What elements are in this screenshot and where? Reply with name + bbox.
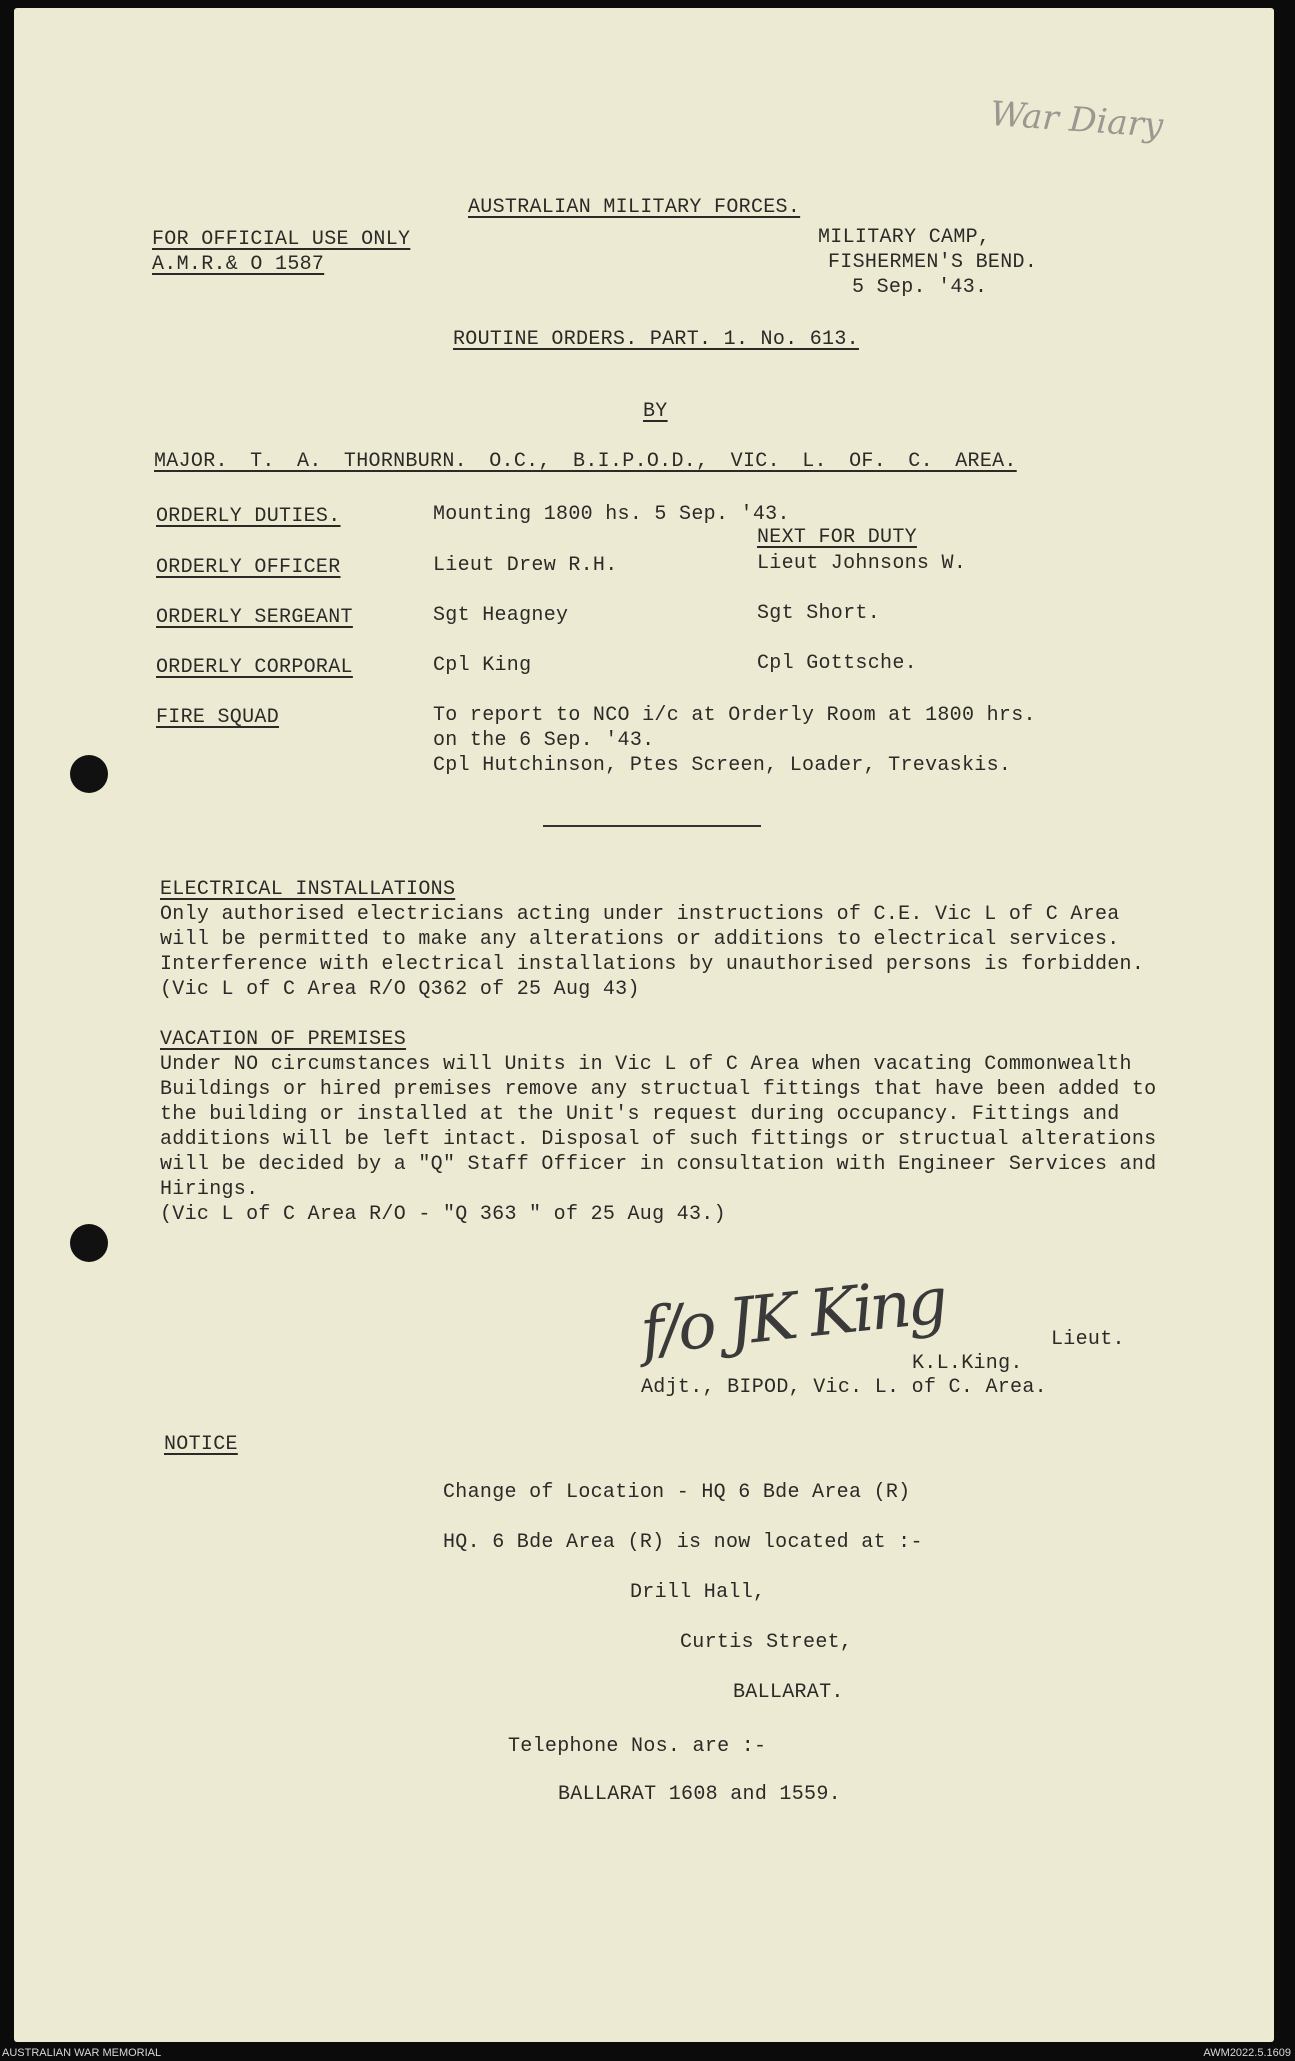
address-line-3: BALLARAT. bbox=[733, 1681, 844, 1704]
footer-archive-name: AUSTRALIAN WAR MEMORIAL bbox=[2, 2047, 162, 2059]
order-date: 5 Sep. '43. bbox=[852, 276, 988, 299]
handwritten-annotation: War Diary bbox=[988, 94, 1165, 146]
commanding-officer: MAJOR. T. A. THORNBURN. O.C., B.I.P.O.D., VIC. L. OF. C. AREA. bbox=[154, 450, 1017, 473]
orderly-duties-label: ORDERLY DUTIES. bbox=[156, 505, 341, 528]
orderly-officer-next: Lieut Johnsons W. bbox=[757, 552, 967, 575]
telephone-numbers: BALLARAT 1608 and 1559. bbox=[558, 1783, 841, 1806]
punch-hole bbox=[70, 1224, 108, 1262]
signature-scrawl: f/o JK King bbox=[636, 1264, 948, 1370]
vacation-heading: VACATION OF PREMISES bbox=[160, 1028, 407, 1051]
reference-number: A.M.R.& O 1587 bbox=[152, 253, 325, 276]
orderly-officer: Lieut Drew R.H. bbox=[433, 554, 618, 577]
fire-squad-line-1: To report to NCO i/c at Orderly Room at 1800 hrs. bbox=[433, 704, 1036, 727]
vacation-paragraph bbox=[160, 1052, 1156, 1227]
orderly-sergeant-next: Sgt Short. bbox=[757, 602, 881, 625]
punch-hole bbox=[70, 755, 108, 793]
signatory-name: K.L.King. bbox=[912, 1352, 1023, 1375]
fire-squad-line-3: Cpl Hutchinson, Ptes Screen, Loader, Trevaskis. bbox=[433, 754, 1012, 777]
signatory-title: Adjt., BIPOD, Vic. L. of C. Area. bbox=[641, 1376, 1047, 1399]
electrical-paragraph bbox=[160, 902, 1144, 1002]
address-line-1: Drill Hall, bbox=[630, 1581, 766, 1604]
electrical-line: Only authorised electricians acting under instructions of C.E. Vic L of C Area bbox=[160, 903, 1120, 926]
fire-squad-label: FIRE SQUAD bbox=[156, 706, 280, 729]
footer-accession-number: AWM2022.5.1609 bbox=[1203, 2047, 1291, 2059]
section-divider bbox=[543, 825, 761, 827]
electrical-heading: ELECTRICAL INSTALLATIONS bbox=[160, 878, 456, 901]
signatory-rank: Lieut. bbox=[1051, 1328, 1125, 1351]
by-label: BY bbox=[643, 400, 668, 423]
notice-heading: NOTICE bbox=[164, 1433, 238, 1456]
telephone-label: Telephone Nos. are :- bbox=[508, 1735, 767, 1758]
location-line-1: MILITARY CAMP, bbox=[818, 226, 991, 249]
fire-squad-line-2: on the 6 Sep. '43. bbox=[433, 729, 655, 752]
notice-line-1: Change of Location - HQ 6 Bde Area (R) bbox=[443, 1481, 911, 1504]
orderly-sergeant: Sgt Heagney bbox=[433, 604, 569, 627]
orderly-corporal: Cpl King bbox=[433, 654, 532, 677]
vacation-line: the building or installed at the Unit's request during occupancy. Fittings and bbox=[160, 1103, 1120, 1126]
address-line-2: Curtis Street, bbox=[680, 1631, 853, 1654]
orderly-officer-label: ORDERLY OFFICER bbox=[156, 556, 341, 579]
notice-line-2: HQ. 6 Bde Area (R) is now located at :- bbox=[443, 1531, 923, 1554]
electrical-line: will be permitted to make any alterations or additions to electrical services. bbox=[160, 928, 1120, 951]
next-for-duty-label: NEXT FOR DUTY bbox=[757, 526, 917, 549]
vacation-line: additions will be left intact. Disposal of such fittings or structual alterations bbox=[160, 1128, 1157, 1151]
orderly-corporal-next: Cpl Gottsche. bbox=[757, 652, 917, 675]
electrical-reference: (Vic L of C Area R/O Q362 of 25 Aug 43) bbox=[160, 978, 640, 1001]
orderly-corporal-label: ORDERLY CORPORAL bbox=[156, 656, 353, 679]
location-line-2: FISHERMEN'S BEND. bbox=[828, 251, 1038, 274]
orderly-sergeant-label: ORDERLY SERGEANT bbox=[156, 606, 353, 629]
vacation-line: Under NO circumstances will Units in Vic L of C Area when vacating Commonwealth bbox=[160, 1053, 1132, 1076]
org-heading: AUSTRALIAN MILITARY FORCES. bbox=[468, 196, 801, 219]
official-use-label: FOR OFFICIAL USE ONLY bbox=[152, 228, 411, 251]
document-title: ROUTINE ORDERS. PART. 1. No. 613. bbox=[453, 328, 859, 351]
vacation-line: Hirings. bbox=[160, 1178, 259, 1201]
vacation-line: Buildings or hired premises remove any structual fittings that have been added to bbox=[160, 1078, 1157, 1101]
vacation-reference: (Vic L of C Area R/O - "Q 363 " of 25 Aug 43.) bbox=[160, 1203, 726, 1226]
mounting-time: Mounting 1800 hs. 5 Sep. '43. bbox=[433, 503, 790, 526]
vacation-line: will be decided by a "Q" Staff Officer in consultation with Engineer Services and bbox=[160, 1153, 1157, 1176]
electrical-line: Interference with electrical installations by unauthorised persons is forbidden. bbox=[160, 953, 1145, 976]
